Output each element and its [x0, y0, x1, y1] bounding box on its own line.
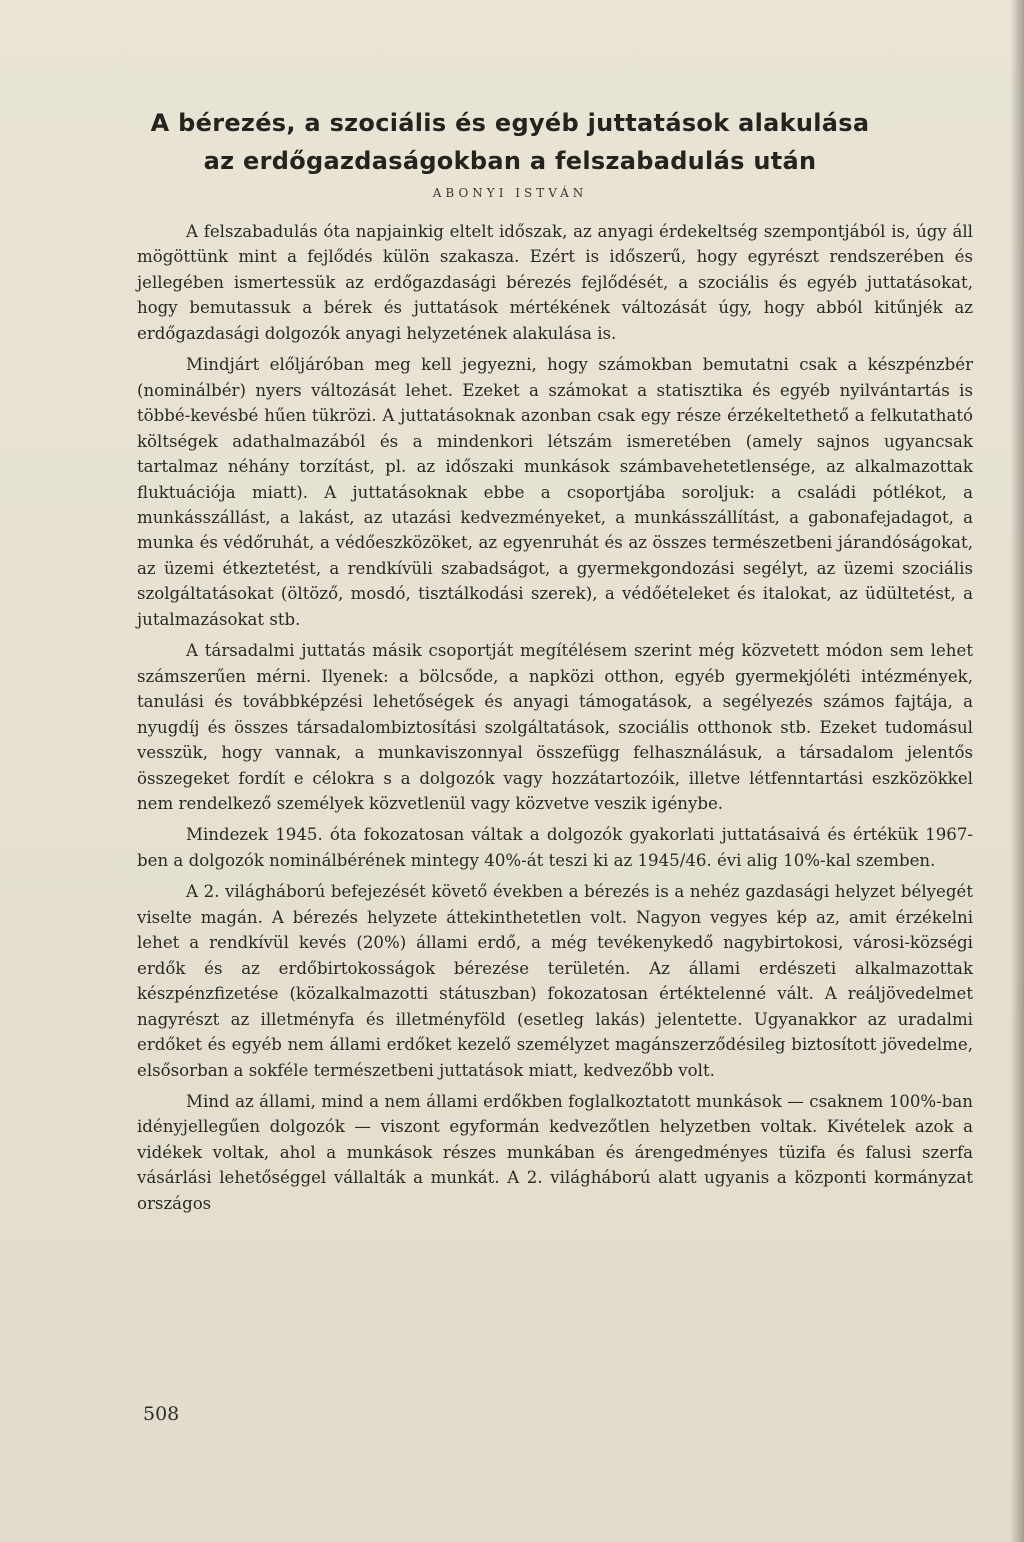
- paragraph: Mind az állami, mind a nem állami erdőkben foglalkoztatott munkások — csaknem 100%-ban idényjellegűen dolgozók — viszont egyformán kedvezőtlen helyzetben voltak. Kivételek azok a vidékek voltak, ahol a munkások részes munkában és árengedményes tüzifa és falusi szerfa vásárlási lehetőséggel vállalták a munkát. A 2. világháború alatt ugyanis a központi kormányzat országos: [137, 1091, 973, 1213]
- paragraph: Mindjárt előljáróban meg kell jegyezni, hogy számokban bemutatni csak a készpénzbér (nominálbér) nyers változását lehet. Ezeket a számokat a statisztika és egyéb nyilvántartás is többé-kevésbé hűen tükrözi. A juttatásoknak azonban csak egy része érzékeltethető a felkutatható költségek adathalmazából és a mindenkori létszám ismeretében (amely sajnos ugyancsak tartalmaz néhány torzítást, pl. az időszaki munkások számbavehetetlensége, az alkalmazottak fluktuációja miatt). A juttatásoknak ebbe a csoportjába soroljuk: a családi pótlékot, a munkásszállást, a lakást, az utazási kedvezményeket, a munkásszállítást, a gabonafejadagot, a munka és védőruhát, a védőeszközöket, az egyenruhát és az összes természetbeni járandóságokat, az üzemi étkeztetést, a rendkívüli szabadságot, a gyermekgondozási segélyt, az üzemi szociális szolgáltatásokat (öltöző, mosdó, tisztálkodási szerek), a védőételeket és italokat, az üdültetést, a jutalmazásokat stb.: [137, 355, 973, 629]
- paragraph: A felszabadulás óta napjainkig eltelt időszak, az anyagi érdekeltség szempontjából is, úgy áll mögöttünk mint a fejlődés külön szakasza. Ezért is időszerű, hogy egyrészt rendszerében és jellegében ismertessük az erdőgazdasági bérezés fejlődését, a szociális és egyéb juttatásokat, hogy bemutassuk a bérek és juttatások mértékének változását úgy, hogy abból kitűnjék az erdőgazdasági dolgozók anyagi helyzetének alakulása is.: [137, 222, 973, 343]
- title-line-2: az erdőgazdaságokban a felszabadulás után: [203, 147, 817, 175]
- paragraph: A társadalmi juttatás másik csoportját megítélésem szerint még közvetett módon sem lehet számszerűen mérni. Ilyenek: a bölcsőde, a napközi otthon, egyéb gyermekjóléti intézmények, tanulási és továbbképzési lehetőségek és anyagi támogatások, a segélyezés számos fajtája, a nyugdíj és összes társadalombiztosítási szolgáltatások, szociális otthonok stb. Ezeket tudomásul vesszük, hogy vannak, a munkaviszonnyal összefügg felhasználásuk, a társadalom jelentős összegeket fordít e célokra s a dolgozók vagy hozzátartozóik, illetve létfenntartási eszközökkel nem rendelkező személyek közvetlenül vagy közvetve veszik igénybe.: [137, 641, 973, 813]
- article-title: [120, 104, 900, 180]
- page-number: 508: [143, 1403, 180, 1425]
- paragraph: A 2. világháború befejezését követő években a bérezés is a nehéz gazdasági helyzet bélyegét viselte magán. A bérezés helyzete áttekinthetetlen volt. Nagyon vegyes kép az, amit érzékelni lehet a rendkívül kevés (20%) állami erdő, a még tevékenykedő nagybirtokosi, városi-községi erdők és az erdőbirtokosságok bérezése területén. Az állami erdészeti alkalmazottak készpénzfizetése (közalkalmazotti státuszban) fokozatosan értéktelenné vált. A reáljövedelmet nagyrészt az illetményfa és illetményföld (esetleg lakás) jelentette. Ugyanakkor az uradalmi erdőket és egyéb nem állami erdőket kezelő személyzet magánszerződésileg biztosított jövedelme, elsősorban a sokféle természetbeni juttatások miatt, kedvezőbb volt.: [137, 882, 973, 1080]
- article-body: [137, 219, 973, 1222]
- author-name: ABONYI ISTVÁN: [432, 186, 588, 200]
- paragraph: Mindezek 1945. óta fokozatosan váltak a dolgozók gyakorlati juttatásaivá és értékük 1967-ben a dolgozók nominálbérének mintegy 40%-át teszi ki az 1945/46. évi alig 10%-kal szemben.: [137, 825, 973, 870]
- title-line-1: A bérezés, a szociális és egyéb juttatások alakulása: [150, 109, 870, 137]
